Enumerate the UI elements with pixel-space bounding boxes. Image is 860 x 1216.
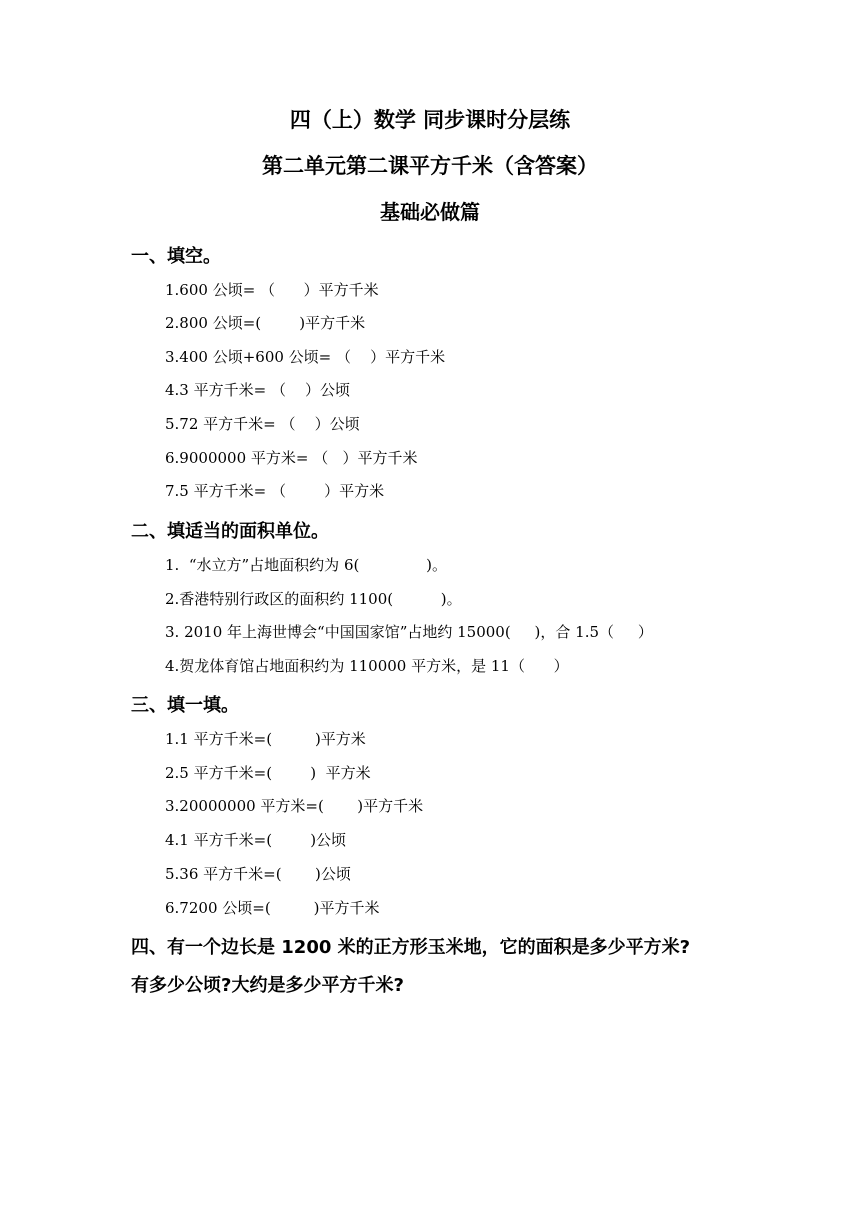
- list-item: 2.800 公顷=( )平方千米: [165, 314, 366, 332]
- list-item: 1. “水立方”占地面积约为 6( )。: [165, 556, 447, 574]
- section-heading-fill-blanks: 一、填空。: [131, 246, 221, 267]
- list-item: 1.1 平方千米=( )平方米: [165, 730, 366, 748]
- list-item: 4.贺龙体育馆占地面积约为 110000 平方米，是 11（ ）: [165, 657, 569, 675]
- list-item: 3. 2010 年上海世博会“中国国家馆”占地约 15000( )，合 1.5（ ）: [165, 623, 653, 641]
- page-subtitle: 第二单元第二课平方千米（含答案）: [262, 154, 598, 178]
- list-item: 6.7200 公顷=( )平方千米: [165, 899, 380, 917]
- section-heading-area-units: 二、填适当的面积单位。: [131, 521, 329, 542]
- word-problem-line-1: 四、有一个边长是 1200 米的正方形玉米地，它的面积是多少平方米?: [131, 937, 691, 958]
- list-item: 7.5 平方千米= （ ）平方米: [165, 482, 385, 500]
- list-item: 5.36 平方千米=( )公顷: [165, 865, 351, 883]
- word-problem-line-2: 有多少公顷?大约是多少平方千米?: [131, 975, 404, 996]
- list-item: 3.20000000 平方米=( )平方千米: [165, 797, 424, 815]
- list-item: 6.9000000 平方米= （ ）平方千米: [165, 449, 418, 467]
- level-heading: 基础必做篇: [380, 200, 480, 224]
- list-item: 4.3 平方千米= （ ）公顷: [165, 381, 351, 399]
- list-item: 4.1 平方千米=( )公顷: [165, 831, 347, 849]
- page-title: 四（上）数学 同步课时分层练: [289, 108, 571, 132]
- list-item: 2.香港特别行政区的面积约 1100( )。: [165, 590, 462, 608]
- list-item: 3.400 公顷+600 公顷= （ ）平方千米: [165, 348, 446, 366]
- list-item: 2.5 平方千米=( ) 平方米: [165, 764, 371, 782]
- list-item: 5.72 平方千米= （ ）公顷: [165, 415, 360, 433]
- list-item: 1.600 公顷= （ ）平方千米: [165, 281, 379, 299]
- section-heading-fill-in: 三、填一填。: [131, 695, 239, 716]
